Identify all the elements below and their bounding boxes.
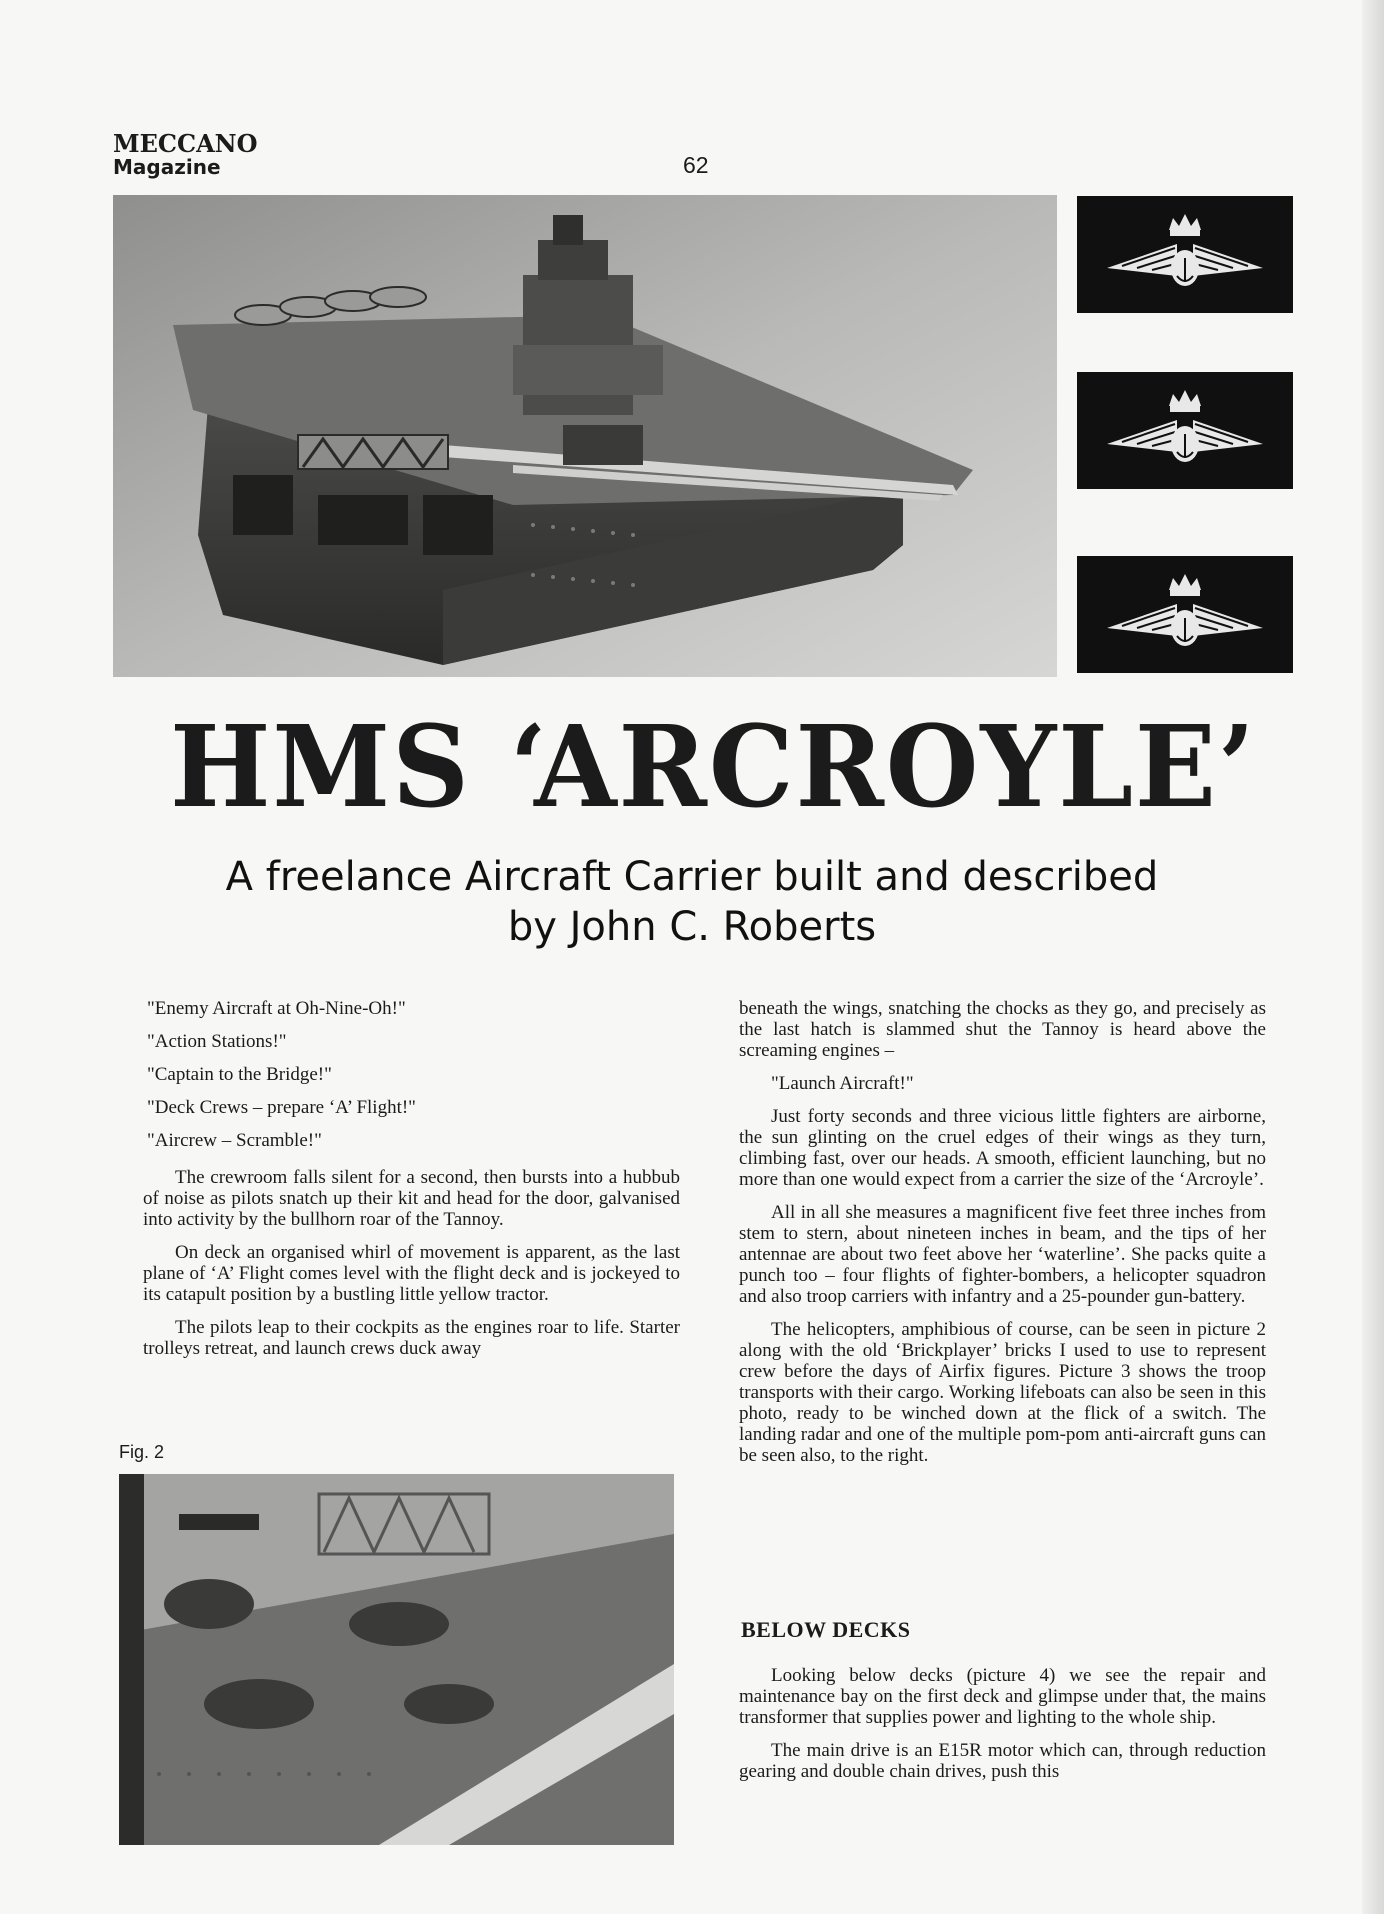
quote-line: "Aircrew – Scramble!" xyxy=(147,1130,322,1151)
opening-quotes xyxy=(143,998,680,1151)
right-column xyxy=(739,998,1266,1478)
fig2-deck-illustration xyxy=(119,1474,674,1845)
page-number: 62 xyxy=(683,152,709,178)
article-title: HMS ‘ARCROYLE’ xyxy=(170,702,1257,833)
wings-crown-icon xyxy=(1077,196,1293,313)
body-paragraph: On deck an organised whirl of movement is apparent, as the last plane of ‘A’ Flight comes level with the flight deck and is jockeyed to its catapult position by a bustling little yellow tractor. xyxy=(143,1242,680,1305)
fleet-air-arm-badge-2 xyxy=(1077,372,1293,489)
body-paragraph: The crewroom falls silent for a second, then bursts into a hubbub of noise as pilots snatch up their kit and head for the door, galvanised into activity by the bullhorn roar of the Tannoy. xyxy=(143,1167,680,1230)
fleet-air-arm-badge-3 xyxy=(1077,556,1293,673)
section-heading: BELOW DECKS xyxy=(741,1617,911,1642)
carrier-photo-illustration xyxy=(113,195,1057,677)
quote-line: "Deck Crews – prepare ‘A’ Flight!" xyxy=(147,1097,416,1118)
fig2-photo xyxy=(119,1474,674,1845)
left-column xyxy=(143,998,680,1371)
quote-line: "Captain to the Bridge!" xyxy=(147,1064,332,1085)
carrier-photo xyxy=(113,195,1057,677)
masthead-line2: Magazine xyxy=(113,155,221,179)
fleet-air-arm-badge-1 xyxy=(1077,196,1293,313)
quote-line: "Enemy Aircraft at Oh-Nine-Oh!" xyxy=(147,998,406,1019)
body-paragraph: Just forty seconds and three vicious little fighters are airborne, the sun glinting on the cruel edges of their wings as they turn, climbing fast, over our heads. A smooth, efficient launching, but no more than one would expect from a carrier the size of the ‘Arcroyle’. xyxy=(739,1106,1266,1190)
body-paragraph: Looking below decks (picture 4) we see the repair and maintenance bay on the first deck and glimpse under that, the mains transformer that supplies power and lighting to the whole ship. xyxy=(739,1665,1266,1728)
page-edge-shadow xyxy=(1362,0,1384,1914)
masthead-line1: MECCANO xyxy=(113,129,258,158)
masthead xyxy=(113,129,258,179)
figure-label: Fig. 2 xyxy=(119,1442,165,1462)
below-decks-section xyxy=(739,1665,1266,1794)
wings-crown-icon xyxy=(1077,372,1293,489)
body-paragraph: All in all she measures a magnificent five feet three inches from stem to stern, about nineteen inches in beam, and the tips of her antennae are about two feet above her ‘waterline’. She packs quite a punch too – four flights of fighter-bombers, a helicopter squadron and also troop carriers with infantry and a 25-pounder gun-battery. xyxy=(739,1202,1266,1307)
subtitle-line-1: A freelance Aircraft Carrier built and described xyxy=(225,854,1159,900)
wings-crown-icon xyxy=(1077,556,1293,673)
body-paragraph: beneath the wings, snatching the chocks as they go, and precisely as the last hatch is slammed shut the Tannoy is heard above the screaming engines – xyxy=(739,998,1266,1061)
subtitle-line-2: by John C. Roberts xyxy=(507,904,877,950)
launch-quote: "Launch Aircraft!" xyxy=(771,1073,914,1094)
article-subtitle xyxy=(110,852,1274,952)
body-paragraph: The helicopters, amphibious of course, can be seen in picture 2 along with the old ‘Brickplayer’ bricks I used to use to represent crew before the days of Airfix figures. Picture 3 shows the troop transports with their cargo. Working lifeboats can also be seen in this photo, ready to be winched down at the flick of a switch. The landing radar and one of the multiple pom-pom anti-aircraft guns can be seen also, to the right. xyxy=(739,1319,1266,1466)
quote-line: "Action Stations!" xyxy=(147,1031,287,1052)
body-paragraph: The main drive is an E15R motor which can, through reduction gearing and double chain drives, push this xyxy=(739,1740,1266,1782)
body-paragraph: The pilots leap to their cockpits as the engines roar to life. Starter trolleys retreat, and launch crews duck away xyxy=(143,1317,680,1359)
